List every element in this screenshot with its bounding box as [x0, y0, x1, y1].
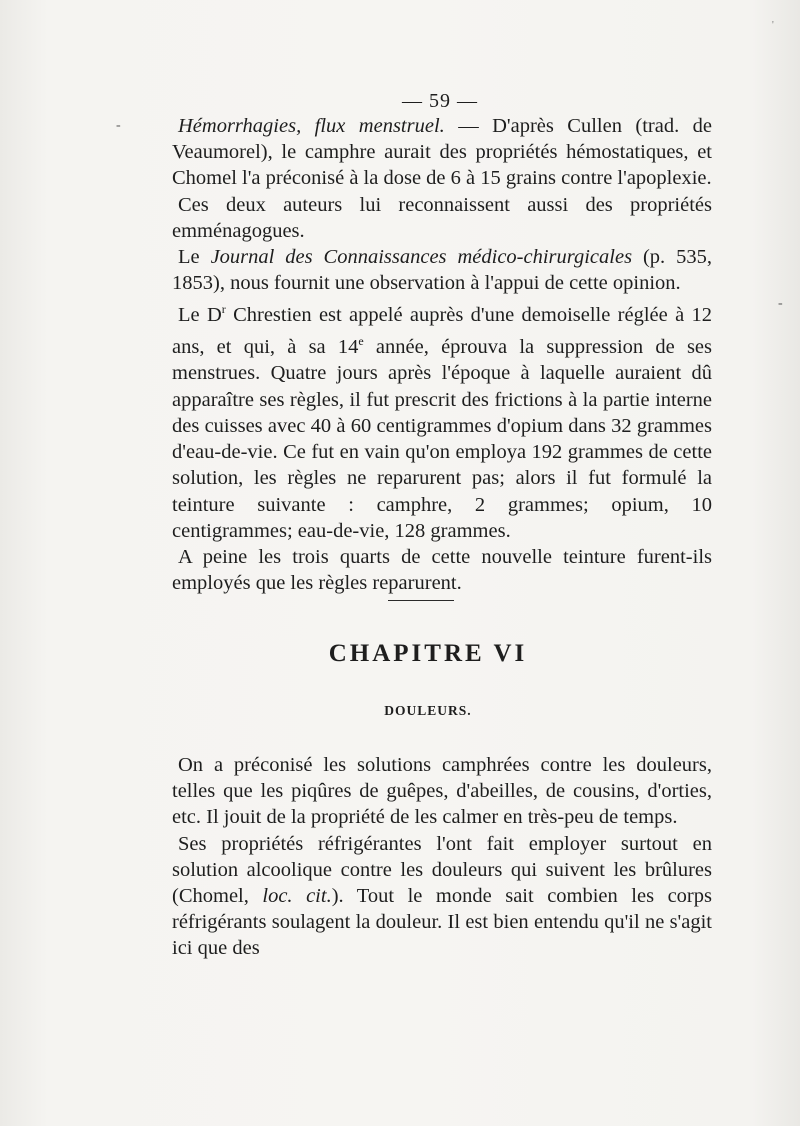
paragraph: Le Journal des Connaissances médico-chirurgicales (p. 535, 1853), nous fournit une observation à l'appui de cette opinion.: [172, 246, 712, 295]
margin-mark: ': [772, 20, 774, 31]
citation-italic: loc. cit.: [262, 885, 332, 908]
page-number: — 59 —: [402, 90, 478, 112]
paragraph: Ces deux auteurs lui reconnaissent aussi des propriétés emménagogues.: [172, 193, 712, 242]
margin-mark: -: [778, 296, 783, 311]
section-divider: [388, 600, 454, 601]
paragraph: On a préconisé les solutions camphrées contre les douleurs, telles que les piqûres de guêpes, d'abeilles, de cousins, d'orties, etc. Il jouit de la propriété de les calmer en très-peu de temps.: [172, 754, 712, 829]
margin-mark: -: [116, 118, 121, 133]
section-heading-italic: Hémorrhagies, flux menstruel.: [178, 115, 445, 137]
chapter-title: CHAPITRE VI: [328, 640, 528, 667]
top-text-block: [172, 113, 712, 596]
bottom-text-block: [172, 752, 712, 962]
paragraph: A peine les trois quarts de cette nouvelle teinture furent-ils employés que les règles reparurent.: [172, 545, 712, 595]
paragraph: Ses propriétés réfrigérantes l'ont fait employer surtout en solution alcoolique contre les douleurs qui suivent les brûlures (Chomel, loc. cit.). Tout le monde sait combien les corps réfrigérants soulagent la douleur. Il est bien entendu qu'il ne s'agit ici que des: [172, 832, 712, 960]
paragraph: Le $D^r$ Chrestien est appelé auprès d'une demoiselle réglée à 12 ans, et qui, à sa 14e année, éprouva la suppression de ses menstrues. Quatre jours après l'époque à laquelle auraient dû apparaître ses règles, il fut prescrit des frictions à la partie interne des cuisses avec 40 à 60 centigrammes d'opium dans 32 grammes d'eau-de-vie. Ce fut en vain qu'on employa 192 grammes de cette solution, les règles ne reparurent pas; alors il fut formulé la teinture suivante : camphre, 2 grammes; opium, 10 centigrammes; eau-de-vie, 128 grammes.: [172, 302, 712, 542]
journal-title: Journal des Connaissances médico-chirurgicales: [210, 246, 633, 269]
paragraph: Hémorrhagies, flux menstruel. — D'après Cullen (trad. de Veaumorel), le camphre aurait des propriétés hémostatiques, et Chomel l'a préconisé à la dose de 6 à 15 grains contre l'apoplexie.: [172, 115, 712, 190]
section-title: DOULEURS.: [384, 703, 472, 718]
